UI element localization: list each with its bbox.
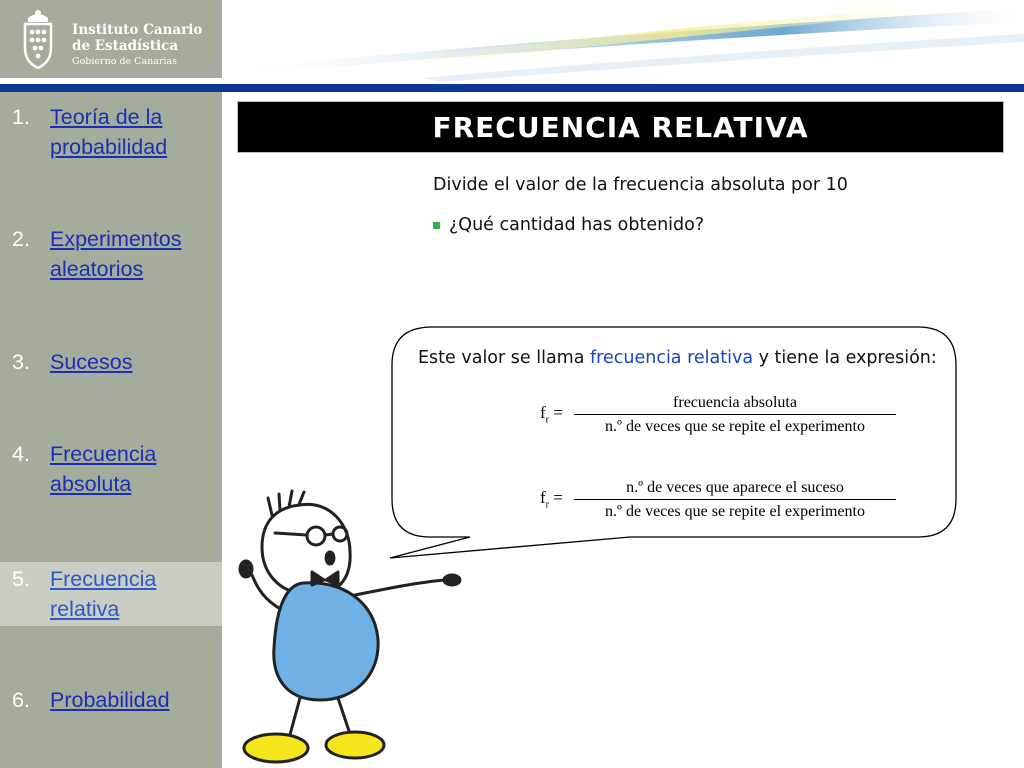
org-government: Gobierno de Canarias: [72, 56, 178, 67]
sidebar-item-number: 5.: [12, 567, 30, 591]
formula-symbol: $f_r$ =: [540, 403, 563, 426]
sidebar-item-number: 4.: [12, 442, 30, 466]
org-name-line2: de Estadística: [72, 38, 179, 54]
formula-symbol: $f_r$ =: [540, 488, 563, 511]
sidebar-item-number: 2.: [12, 227, 30, 251]
sidebar-item-number: 3.: [12, 350, 30, 374]
bubble-text-start: Este valor se llama: [418, 348, 591, 368]
sidebar-item-number: 1.: [12, 105, 30, 129]
bubble-text-end: y tiene la expresión:: [753, 348, 937, 368]
sidebar-item-link[interactable]: Teoría de la probabilidad: [50, 105, 168, 159]
sidebar-item-link[interactable]: Experimentos aleatorios: [50, 227, 182, 281]
formula-denominator: n.º de veces que se repite el experimento: [605, 503, 865, 520]
instruction-text: Divide el valor de la frecuencia absoluta por 10: [433, 175, 848, 195]
sidebar-item-number: 6.: [12, 688, 30, 712]
highlight-term: frecuencia relativa: [590, 348, 754, 368]
question-text: ¿Qué cantidad has obtenido?: [449, 215, 705, 235]
sidebar-item-link[interactable]: Probabilidad: [50, 688, 170, 712]
formula-numerator: n.º de veces que aparece el suceso: [626, 479, 844, 496]
slide-title: FRECUENCIA RELATIVA: [237, 101, 1004, 153]
formula-denominator: n.º de veces que se repite el experimento: [605, 418, 865, 435]
sidebar-item-link[interactable]: Frecuencia absoluta: [50, 442, 157, 496]
org-name-line1: Instituto Canario: [72, 22, 203, 38]
sidebar-item-link[interactable]: Frecuencia relativa: [50, 567, 157, 621]
formula-numerator: frecuencia absoluta: [673, 394, 797, 411]
sidebar-item-link[interactable]: Sucesos: [50, 350, 133, 374]
